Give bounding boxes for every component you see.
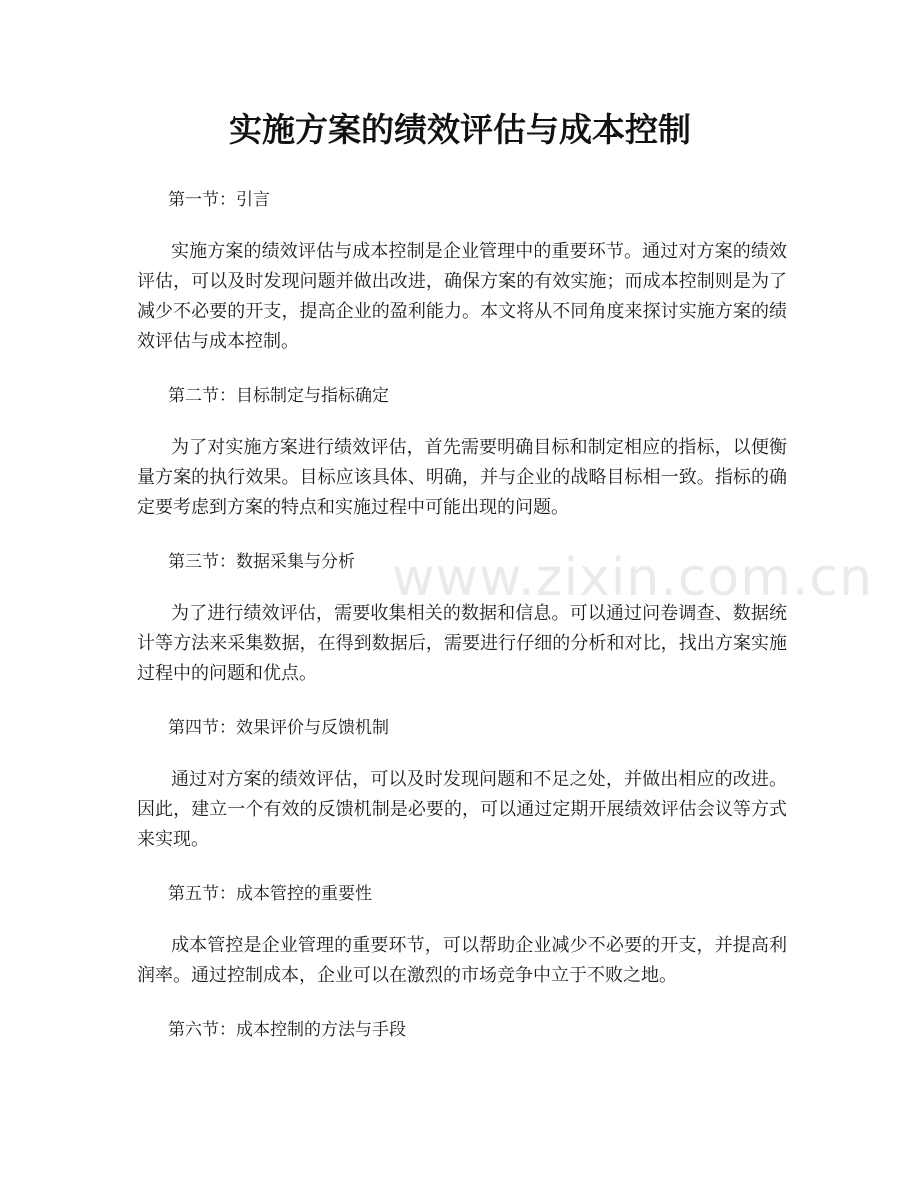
document-title: 实施方案的绩效评估与成本控制 [229, 110, 691, 149]
section-heading-4: 第四节：效果评价与反馈机制 [168, 718, 389, 738]
section-paragraph-1: 实施方案的绩效评估与成本控制是企业管理中的重要环节。通过对方案的绩效评估，可以及时发现问题并做出改进，确保方案的有效实施；而成本控制则是为了减少不必要的开支，提高企业的盈利能力。本文将从不同角度来探讨实施方案的绩效评估与成本控制。 [137, 241, 787, 352]
section-heading-5: 第五节：成本管控的重要性 [168, 884, 372, 904]
section-heading-3: 第三节：数据采集与分析 [168, 552, 355, 572]
watermark: www.zixin.com.cn [392, 548, 873, 608]
section-heading-2: 第二节：目标制定与指标确定 [168, 386, 389, 406]
document-body [137, 185, 787, 1045]
section-paragraph-4: 通过对方案的绩效评估，可以及时发现问题和不足之处，并做出相应的改进。因此，建立一个有效的反馈机制是必要的，可以通过定期开展绩效评估会议等方式来实现。 [137, 769, 787, 850]
section-heading-6: 第六节：成本控制的方法与手段 [168, 1020, 406, 1040]
section-paragraph-3: 为了进行绩效评估，需要收集相关的数据和信息。可以通过问卷调查、数据统计等方法来采集数据，在得到数据后，需要进行仔细的分析和对比，找出方案实施过程中的问题和优点。 [137, 603, 787, 684]
section-paragraph-5: 成本管控是企业管理的重要环节，可以帮助企业减少不必要的开支，并提高利润率。通过控制成本，企业可以在激烈的市场竞争中立于不败之地。 [137, 935, 787, 986]
section-heading-1: 第一节：引言 [168, 190, 270, 210]
section-paragraph-2: 为了对实施方案进行绩效评估，首先需要明确目标和制定相应的指标，以便衡量方案的执行效果。目标应该具体、明确，并与企业的战略目标相一致。指标的确定要考虑到方案的特点和实施过程中可能出现的问题。 [137, 437, 787, 518]
